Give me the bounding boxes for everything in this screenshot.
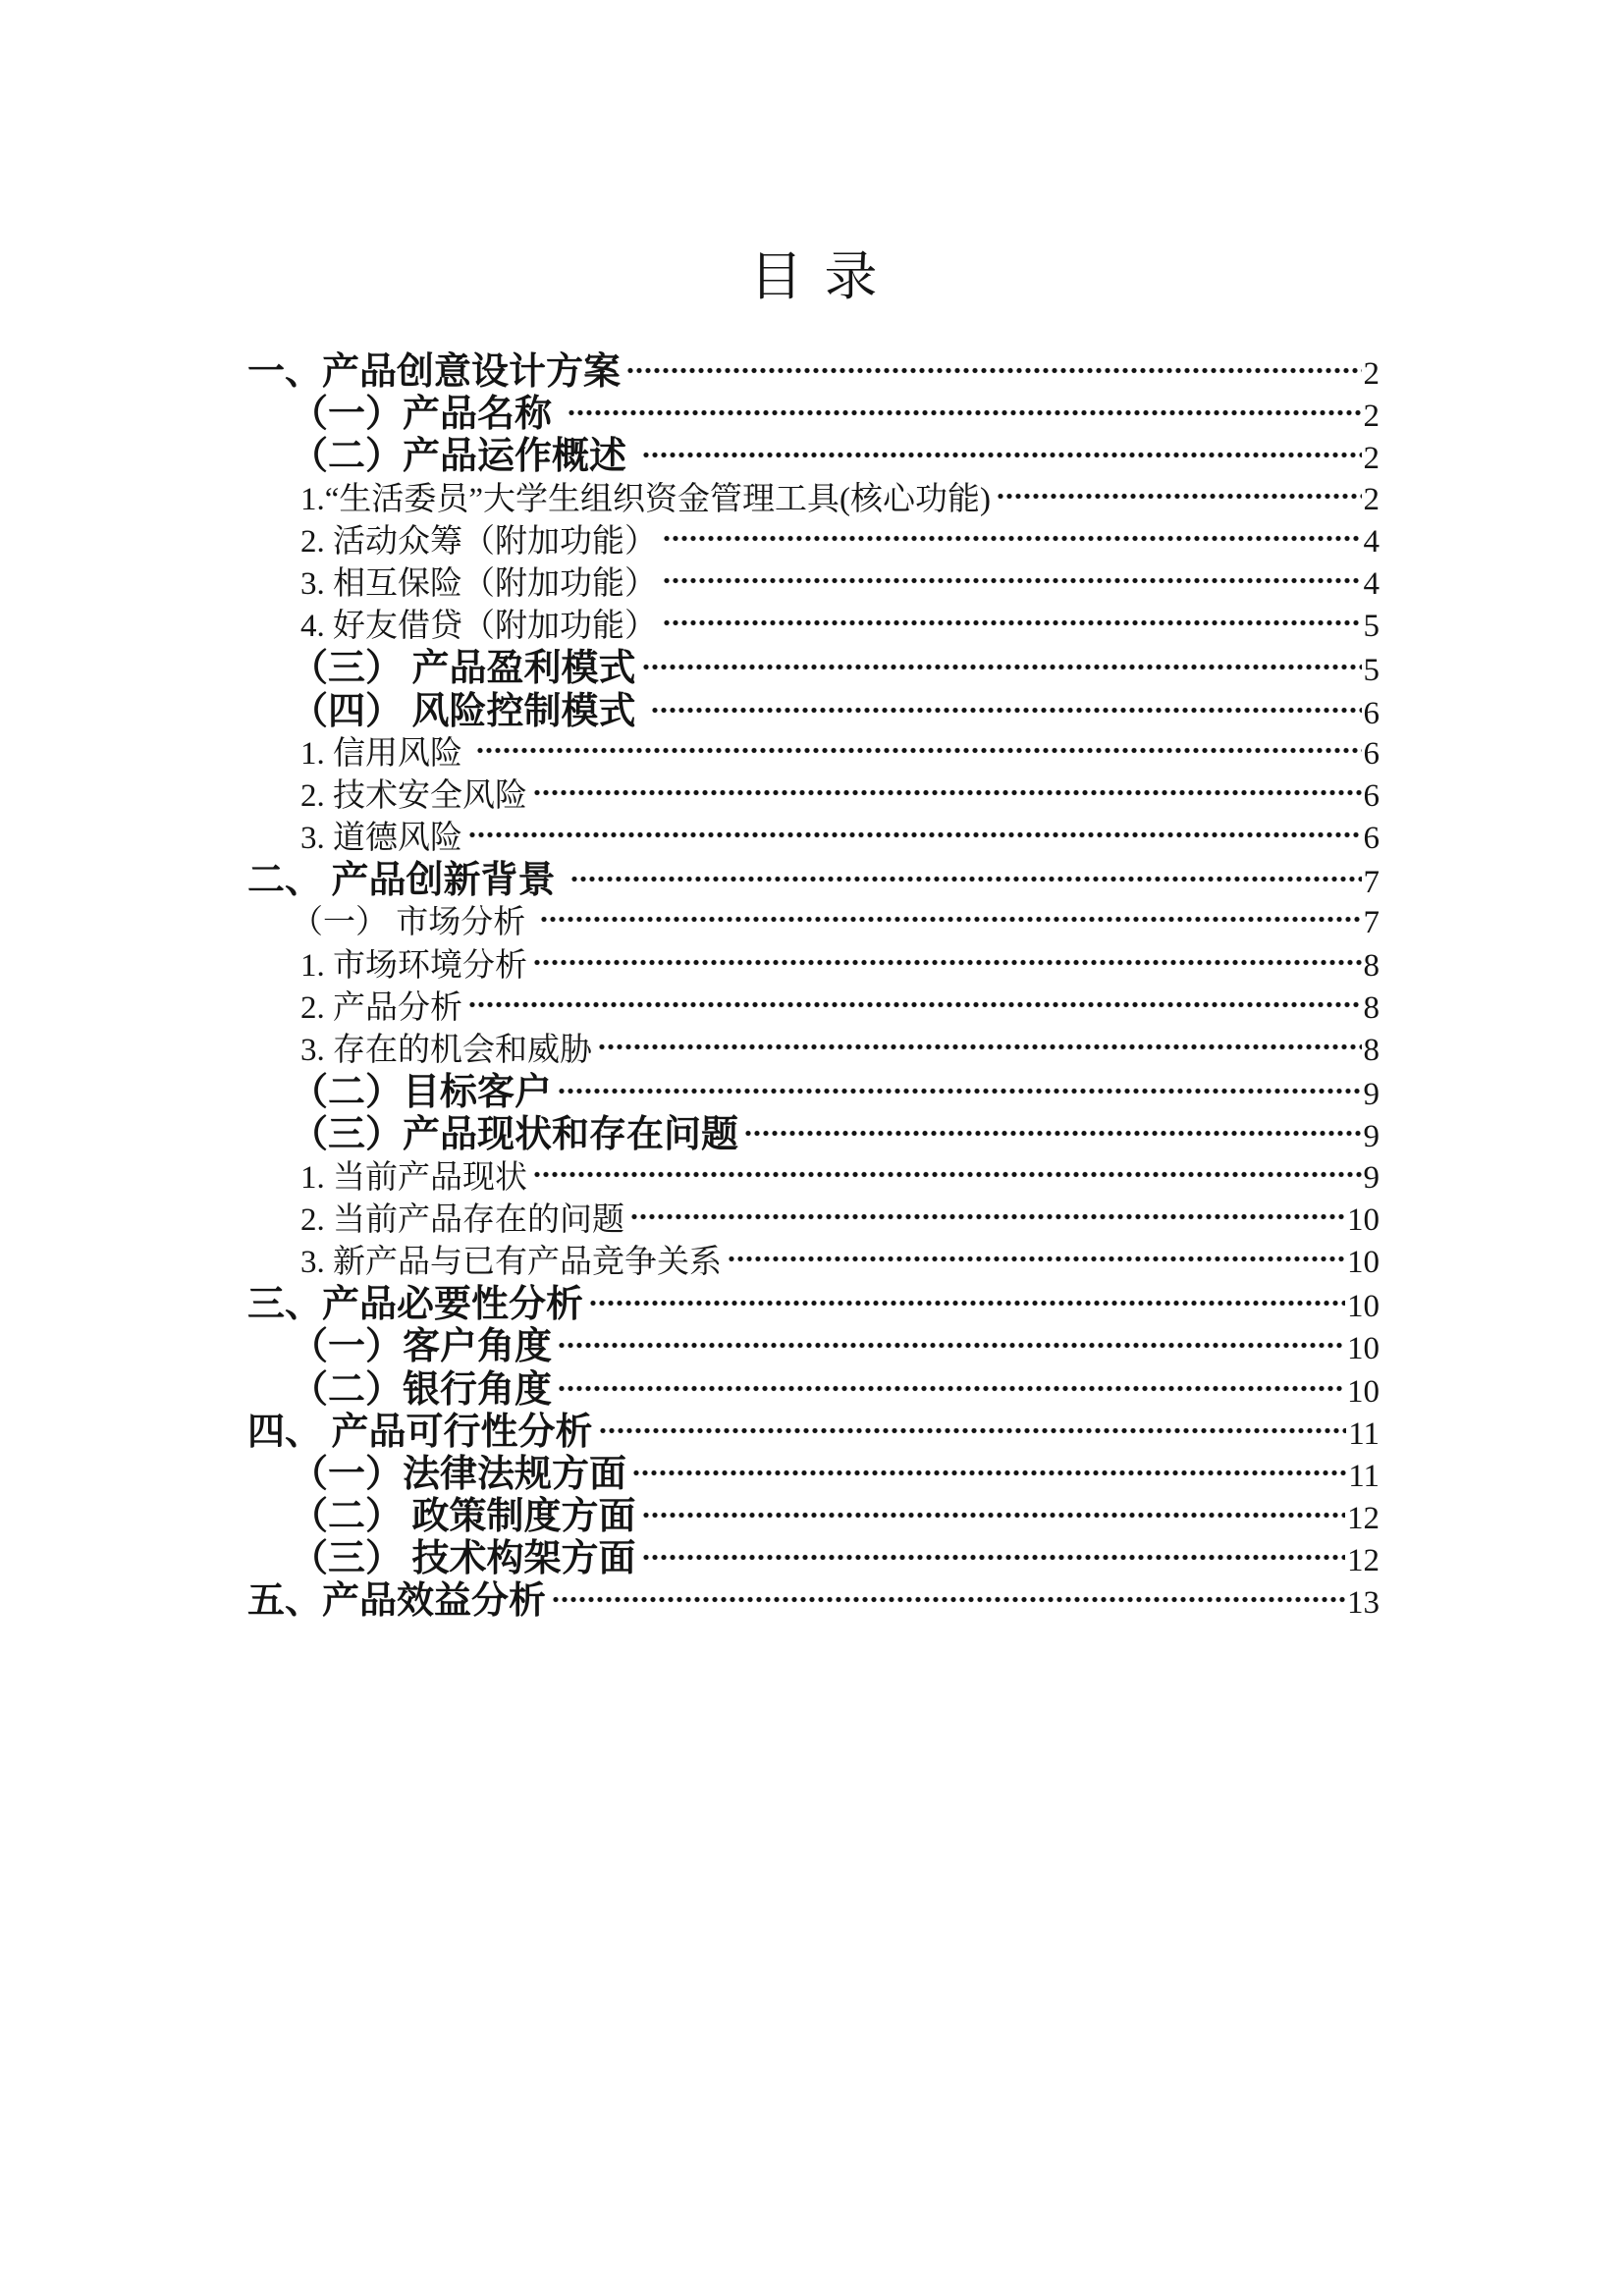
toc-entry[interactable] — [247, 775, 1380, 818]
dot-leader — [630, 1203, 1345, 1230]
toc-entry[interactable] — [247, 1538, 1380, 1580]
toc-entry[interactable] — [247, 1412, 1380, 1454]
toc-entry[interactable] — [247, 1326, 1380, 1368]
toc-entry-page: 8 — [1363, 1033, 1380, 1068]
toc-entry[interactable] — [247, 521, 1380, 563]
toc-entry-title: 2. 技术安全风险 — [300, 777, 527, 814]
dot-leader — [598, 1034, 1362, 1060]
toc-entry-title: 1. 当前产品现状 — [300, 1159, 527, 1196]
toc-entry-page: 10 — [1347, 1244, 1380, 1280]
toc-content — [247, 245, 1380, 1624]
toc-entry[interactable] — [247, 691, 1380, 733]
toc-entry-page: 12 — [1347, 1543, 1380, 1579]
toc-entry-title: 3. 新产品与已有产品竞争关系 — [300, 1244, 722, 1280]
dot-leader — [568, 400, 1362, 426]
toc-entry-title: （三） 技术构架方面 — [291, 1538, 636, 1580]
toc-entry[interactable] — [247, 1114, 1380, 1156]
dot-leader — [744, 1120, 1361, 1147]
toc-entry[interactable] — [247, 351, 1380, 394]
toc-entry-page: 6 — [1363, 695, 1380, 731]
dot-leader — [540, 906, 1362, 933]
dot-leader — [552, 1586, 1345, 1613]
dot-leader — [997, 483, 1361, 509]
toc-entry-title: 1.“生活委员”大学生组织资金管理工具(核心功能) — [300, 481, 992, 517]
toc-entry-title: （二）银行角度 — [291, 1368, 553, 1411]
toc-entry[interactable] — [247, 648, 1380, 690]
toc-entry[interactable] — [247, 1200, 1380, 1242]
dot-leader — [533, 949, 1362, 976]
toc-entry-title: （三）产品现状和存在问题 — [291, 1114, 739, 1156]
dot-leader — [626, 357, 1361, 384]
toc-entry[interactable] — [247, 1072, 1380, 1114]
toc-entry-title: （一）客户角度 — [291, 1326, 553, 1368]
toc-entry[interactable] — [247, 1580, 1380, 1623]
toc-entry-page: 2 — [1363, 356, 1380, 392]
toc-entry-page: 11 — [1348, 1458, 1380, 1494]
toc-entry[interactable] — [247, 1369, 1380, 1412]
dot-leader — [533, 779, 1362, 806]
toc-entry-title: （二）产品运作概述 — [291, 436, 636, 478]
toc-entry-title: （二）目标客户 — [291, 1072, 553, 1114]
toc-entry[interactable] — [247, 1242, 1380, 1284]
toc-entry[interactable] — [247, 479, 1380, 521]
toc-entry-page: 10 — [1347, 1289, 1380, 1325]
toc-entry-title: 1. 市场环境分析 — [300, 947, 527, 984]
toc-entry-page: 8 — [1363, 989, 1380, 1026]
toc-entry-title: 五、产品效益分析 — [247, 1580, 547, 1623]
toc-entry-page: 11 — [1348, 1415, 1380, 1452]
toc-entry-title: 3. 道德风险 — [300, 821, 462, 857]
toc-entry[interactable] — [247, 945, 1380, 988]
toc-entry-title: 四、 产品可行性分析 — [247, 1411, 593, 1453]
toc-entry-page: 9 — [1363, 1159, 1380, 1196]
toc-entry[interactable] — [247, 988, 1380, 1030]
toc-entry[interactable] — [247, 563, 1380, 606]
toc-entry-page: 10 — [1347, 1331, 1380, 1367]
toc-entry-page: 2 — [1363, 399, 1380, 435]
dot-leader — [468, 991, 1362, 1018]
toc-entry[interactable] — [247, 902, 1380, 944]
dot-leader — [642, 442, 1362, 468]
toc-entry-title: 1. 信用风险 — [300, 735, 471, 772]
toc-entry-title: 3. 相互保险（附加功能） — [300, 565, 657, 602]
dot-leader — [558, 1332, 1345, 1359]
toc-entry[interactable] — [247, 860, 1380, 902]
toc-entry-page: 5 — [1363, 609, 1380, 645]
toc-entry-title: 2. 当前产品存在的问题 — [300, 1201, 624, 1238]
toc-entry-title: （一）法律法规方面 — [291, 1453, 627, 1495]
dot-leader — [651, 697, 1361, 723]
toc-entry[interactable] — [247, 1157, 1380, 1200]
toc-entry-title: 一、产品创意设计方案 — [247, 351, 622, 393]
toc-entry[interactable] — [247, 1496, 1380, 1538]
dot-leader — [476, 737, 1361, 764]
toc-entry-title: 2. 产品分析 — [300, 989, 462, 1026]
toc-entry-page: 10 — [1347, 1373, 1380, 1410]
dot-leader — [533, 1161, 1362, 1188]
toc-entry-title: （二） 政策制度方面 — [291, 1496, 636, 1538]
dot-leader — [558, 1078, 1361, 1104]
toc-entry-title: （三） 产品盈利模式 — [291, 648, 636, 690]
dot-leader — [642, 654, 1362, 680]
dot-leader — [642, 1502, 1345, 1528]
dot-leader — [642, 1544, 1345, 1571]
toc-entry-page: 4 — [1363, 565, 1380, 602]
page-title: 目录 — [749, 247, 899, 306]
dot-leader — [663, 567, 1362, 594]
toc-entry-title: 二、 产品创新背景 — [247, 860, 566, 902]
toc-entry[interactable] — [247, 733, 1380, 775]
toc-entry[interactable] — [247, 1284, 1380, 1326]
toc-list — [247, 351, 1380, 1624]
toc-entry-page: 2 — [1363, 441, 1380, 477]
toc-entry-page: 2 — [1363, 481, 1380, 517]
toc-entry-page: 13 — [1347, 1585, 1380, 1622]
toc-entry-page: 8 — [1363, 947, 1380, 984]
dot-leader — [663, 610, 1362, 636]
toc-entry[interactable] — [247, 436, 1380, 478]
dot-leader — [570, 866, 1361, 892]
toc-entry[interactable] — [247, 606, 1380, 648]
toc-entry[interactable] — [247, 1454, 1380, 1496]
toc-entry[interactable] — [247, 394, 1380, 436]
toc-entry-title: 3. 存在的机会和威胁 — [300, 1033, 592, 1068]
toc-entry-page: 10 — [1347, 1201, 1380, 1238]
dot-leader — [728, 1246, 1345, 1272]
toc-entry-page: 9 — [1363, 1077, 1380, 1113]
toc-entry-page: 9 — [1363, 1119, 1380, 1155]
dot-leader — [663, 525, 1362, 552]
dot-leader — [632, 1460, 1346, 1486]
toc-entry-title: 4. 好友借贷（附加功能） — [300, 609, 657, 645]
toc-entry-page: 4 — [1363, 523, 1380, 560]
toc-entry-page: 12 — [1347, 1501, 1380, 1537]
dot-leader — [468, 822, 1362, 848]
toc-entry-page: 6 — [1363, 735, 1380, 772]
toc-entry-page: 7 — [1363, 905, 1380, 941]
toc-entry-title: 三、产品必要性分析 — [247, 1284, 584, 1326]
toc-entry-title: （一） 市场分析 — [291, 905, 534, 941]
toc-entry[interactable] — [247, 818, 1380, 860]
toc-entry-title: 2. 活动众筹（附加功能） — [300, 523, 657, 560]
dot-leader — [599, 1417, 1347, 1444]
toc-entry-title: （四） 风险控制模式 — [291, 690, 646, 732]
dot-leader — [558, 1375, 1345, 1402]
dot-leader — [589, 1290, 1345, 1316]
toc-entry-page: 7 — [1363, 865, 1380, 901]
toc-entry-page: 5 — [1363, 653, 1380, 689]
toc-entry-title: （一）产品名称 — [291, 394, 562, 436]
toc-entry-page: 6 — [1363, 777, 1380, 814]
toc-entry-page: 6 — [1363, 821, 1380, 857]
toc-entry[interactable] — [247, 1030, 1380, 1072]
